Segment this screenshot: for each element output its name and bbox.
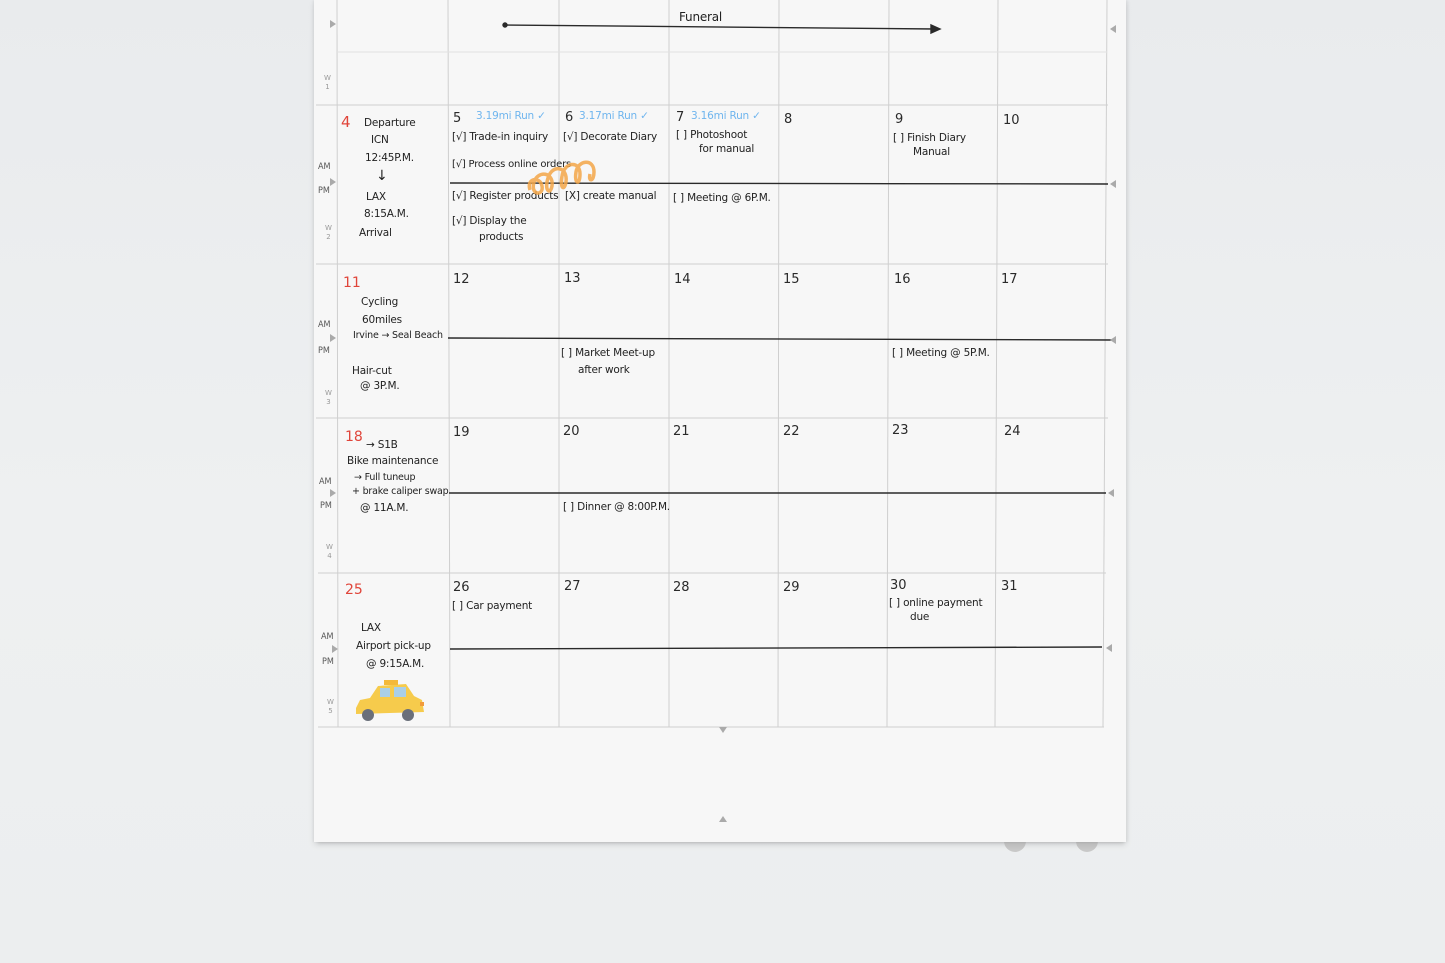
note: @ 9:15A.M. bbox=[366, 658, 425, 670]
note: Airport pick-up bbox=[356, 640, 431, 652]
task-item: [√] Decorate Diary bbox=[563, 131, 657, 143]
task-item: after work bbox=[578, 364, 630, 376]
day-number: 14 bbox=[674, 272, 691, 287]
event-bar-label: Funeral bbox=[679, 10, 723, 24]
note: Bike maintenance bbox=[347, 455, 439, 467]
note: ICN bbox=[371, 134, 389, 146]
pm-label: PM bbox=[320, 501, 332, 511]
day-number: 31 bbox=[1001, 579, 1018, 594]
week-label: W 5 bbox=[327, 698, 334, 715]
task-item: for manual bbox=[699, 143, 755, 155]
task-item: [ ] Meeting @ 5P.M. bbox=[892, 347, 990, 359]
day-number: 5 bbox=[453, 111, 462, 126]
note: Departure bbox=[364, 117, 416, 129]
task-item: [ ] Photoshoot bbox=[676, 129, 748, 141]
day-number: 9 bbox=[895, 112, 904, 127]
day-number: 26 bbox=[453, 580, 470, 595]
day-number: 18 bbox=[345, 429, 363, 445]
day-number: 7 bbox=[676, 110, 685, 125]
week-label: W 4 bbox=[326, 543, 333, 560]
day-number: 8 bbox=[784, 112, 793, 127]
task-item: [√] Display the bbox=[452, 215, 527, 227]
day-number: 11 bbox=[343, 275, 361, 291]
run-note: 3.16mi Run ✓ bbox=[691, 110, 761, 122]
task-item: [ ] online payment bbox=[889, 597, 983, 609]
note: Irvine → Seal Beach bbox=[353, 330, 443, 341]
task-item: [ ] Meeting @ 6P.M. bbox=[673, 192, 771, 204]
task-item: [√] Register products bbox=[452, 190, 559, 202]
orange-scribble-sticker-icon bbox=[524, 152, 600, 198]
task-item: due bbox=[910, 611, 930, 623]
week-label: W 3 bbox=[325, 389, 332, 406]
task-item: products bbox=[479, 231, 524, 243]
week-label: W 1 bbox=[324, 74, 331, 91]
note: 12:45P.M. bbox=[365, 152, 414, 164]
task-item: [ ] Market Meet-up bbox=[561, 347, 655, 359]
am-label: AM bbox=[318, 162, 331, 172]
am-label: AM bbox=[321, 632, 334, 642]
day-number: 13 bbox=[564, 271, 581, 286]
day-number: 12 bbox=[453, 272, 470, 287]
note: LAX bbox=[361, 622, 381, 634]
pm-label: PM bbox=[318, 346, 330, 356]
task-item: Manual bbox=[913, 146, 950, 158]
day-number: 22 bbox=[783, 424, 800, 439]
task-item: [ ] Finish Diary bbox=[893, 132, 966, 144]
note: + brake caliper swap bbox=[352, 486, 449, 497]
taxi-sticker-icon bbox=[350, 678, 428, 726]
day-number: 29 bbox=[783, 580, 800, 595]
day-number: 6 bbox=[565, 110, 574, 125]
note: → Full tuneup bbox=[354, 472, 416, 483]
note: @ 11A.M. bbox=[360, 502, 409, 514]
day-number: 15 bbox=[783, 272, 800, 287]
day-number: 10 bbox=[1003, 113, 1020, 128]
funeral-arrow-icon bbox=[503, 23, 940, 33]
note: Arrival bbox=[359, 227, 392, 239]
day-number: 16 bbox=[894, 272, 911, 287]
run-note: 3.17mi Run ✓ bbox=[579, 110, 649, 122]
note: Hair-cut bbox=[352, 365, 392, 377]
task-item: [√] Trade-in inquiry bbox=[452, 131, 549, 143]
note: 60miles bbox=[362, 314, 402, 326]
week-label: W 2 bbox=[325, 224, 332, 241]
task-item: [√] Process online orders bbox=[452, 159, 572, 170]
day-number: 28 bbox=[673, 580, 690, 595]
note: @ 3P.M. bbox=[360, 380, 400, 392]
day-number: 27 bbox=[564, 579, 581, 594]
am-label: AM bbox=[318, 320, 331, 330]
pm-label: PM bbox=[318, 186, 330, 196]
task-item: [ ] Dinner @ 8:00P.M. bbox=[563, 501, 670, 513]
am-label: AM bbox=[319, 477, 332, 487]
day-number: 17 bbox=[1001, 272, 1018, 287]
day-number: 20 bbox=[563, 424, 580, 439]
pm-label: PM bbox=[322, 657, 334, 667]
day-number: 23 bbox=[892, 423, 909, 438]
task-item: [X] create manual bbox=[565, 190, 657, 202]
day-number: 21 bbox=[673, 424, 690, 439]
day-number: 19 bbox=[453, 425, 470, 440]
day-number: 25 bbox=[345, 582, 363, 598]
note: Cycling bbox=[361, 296, 399, 308]
note: → S1B bbox=[366, 439, 398, 451]
day-number: 24 bbox=[1004, 424, 1021, 439]
task-item: [ ] Car payment bbox=[452, 600, 533, 612]
day-number: 30 bbox=[890, 578, 907, 593]
note: LAX bbox=[366, 191, 386, 203]
down-arrow-icon: ↓ bbox=[376, 168, 388, 184]
run-note: 3.19mi Run ✓ bbox=[476, 110, 546, 122]
note: 8:15A.M. bbox=[364, 208, 409, 220]
day-number: 4 bbox=[341, 113, 351, 131]
